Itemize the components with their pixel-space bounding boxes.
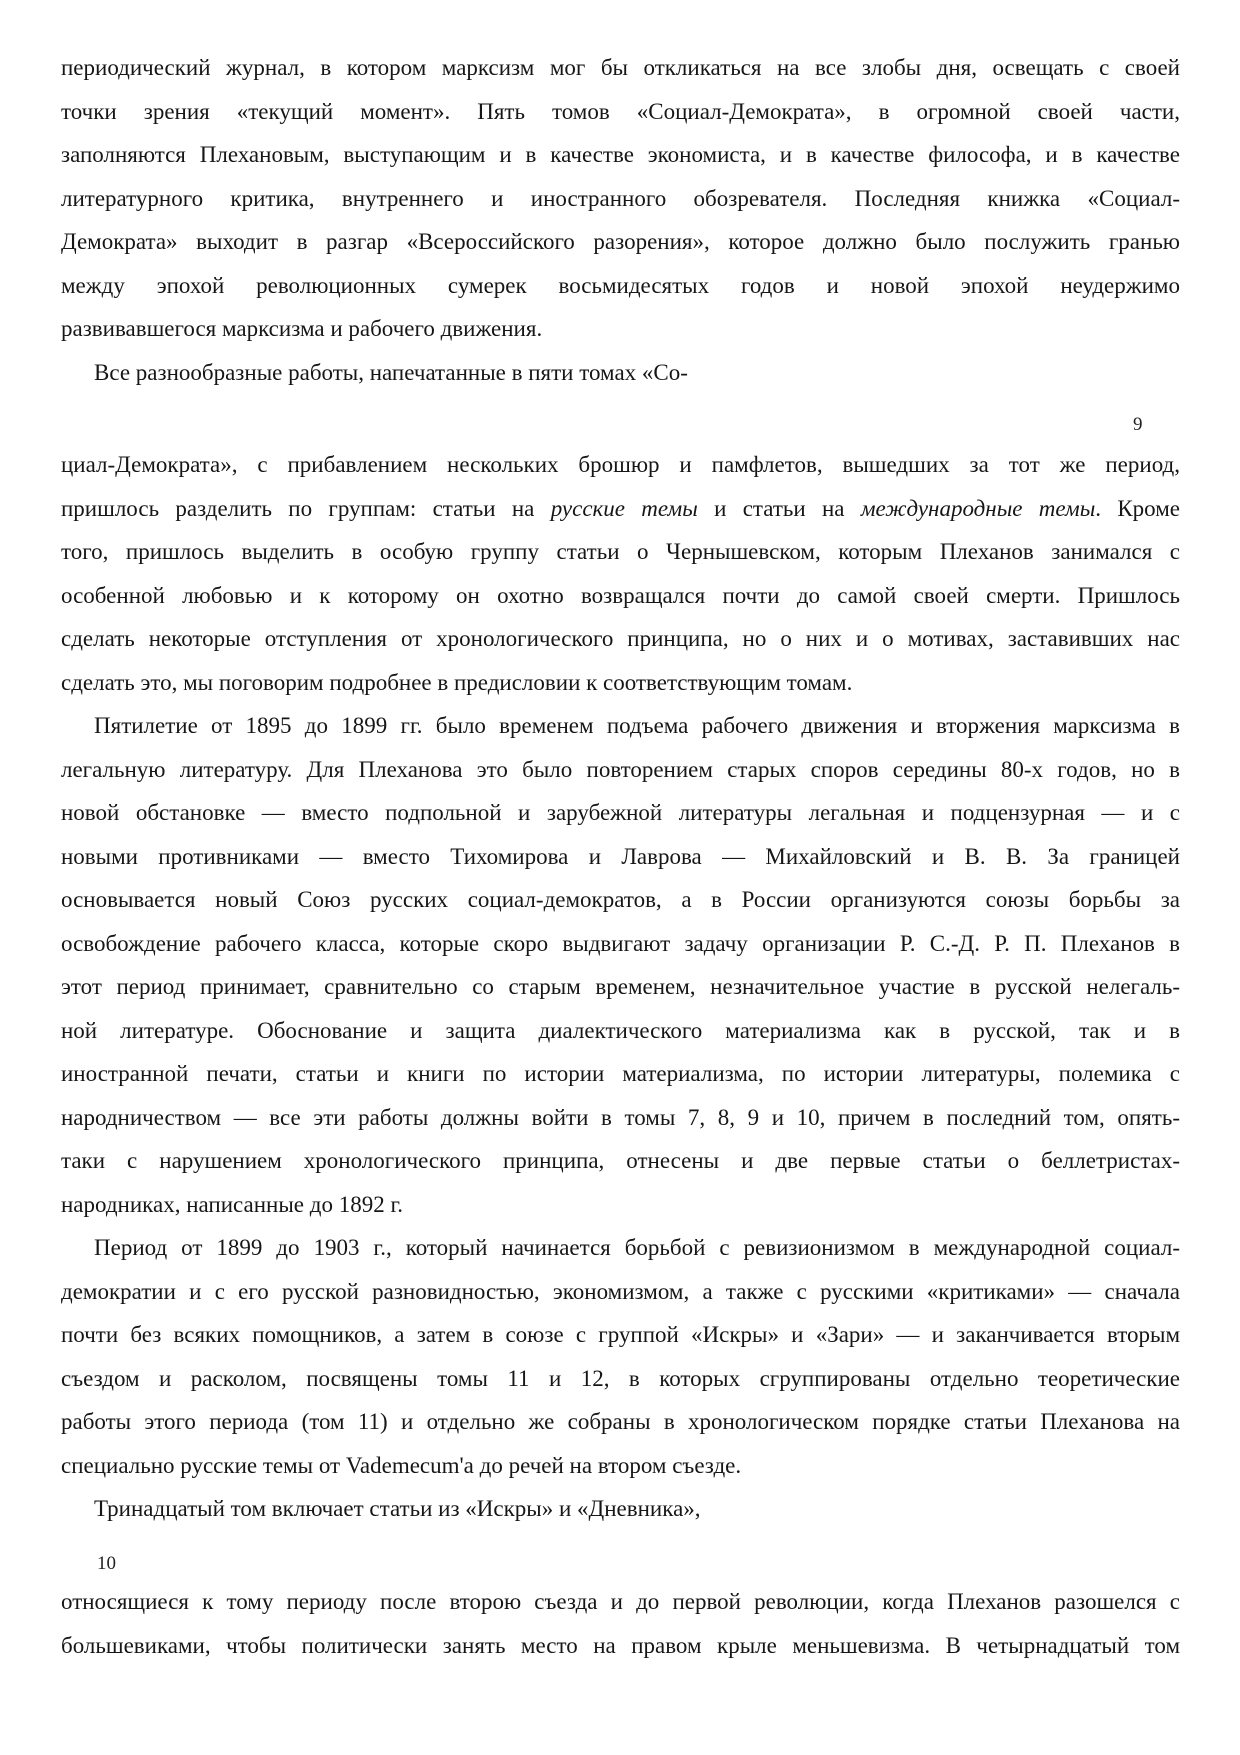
text-line: этот период принимает, сравнительно со старым временем, незначительное участие в русской нелегаль- bbox=[61, 974, 1180, 999]
text-line: развивавшегося марксизма и рабочего движения. bbox=[61, 316, 543, 341]
text-line: точки зрения «текущий момент». Пять томов «Социал-Демократа», в огромной своей части, bbox=[61, 98, 1180, 124]
text-line: новой обстановке — вместо подпольной и зарубежной литературы легальная и подцензурная — и с bbox=[61, 800, 1180, 825]
text-line: новыми противниками — вместо Тихомирова и Лаврова — Михайловский и В. В. За границей bbox=[61, 843, 1180, 869]
text-line: сделать это, мы поговорим подробнее в предисловии к соответствующим томам. bbox=[61, 669, 853, 695]
text-line: особенной любовью и к которому он охотно возвращался почти до самой своей смерти. Пришлось bbox=[61, 582, 1180, 608]
text-line: периодический журнал, в котором марксизм мог бы откликаться на все злобы дня, освещать с своей bbox=[61, 55, 1180, 80]
paragraph-start-line: Пятилетие от 1895 до 1899 гг. было временем подъема рабочего движения и вторжения марксизма в bbox=[94, 713, 1180, 738]
italic-term: международные темы bbox=[860, 495, 1096, 521]
text-line: народниках, написанные до 1892 г. bbox=[61, 1191, 404, 1217]
text-block-bottom bbox=[61, 1580, 1180, 1667]
italic-term: русские темы bbox=[550, 495, 698, 521]
page-number: 9 bbox=[1133, 414, 1143, 435]
text-line: литературного критика, внутреннего и иностранного обозревателя. Последняя книжка «Социал- bbox=[61, 185, 1180, 211]
text-line: циал-Демократа», с прибавлением нескольких брошюр и памфлетов, вышедших за тот же период, bbox=[61, 452, 1180, 477]
text-line: иностранной печати, статьи и книги по истории материализма, по истории литературы, полемика с bbox=[61, 1061, 1180, 1086]
text-run: . Кроме bbox=[1095, 495, 1181, 521]
text-line: сделать некоторые отступления от хронологического принципа, но о них и о мотивах, заставивших нас bbox=[61, 626, 1180, 651]
text-line: того, пришлось выделить в особую группу статьи о Чернышевском, которым Плеханов занимался с bbox=[61, 539, 1180, 564]
page-number: 10 bbox=[97, 1553, 116, 1574]
text-block-middle bbox=[61, 443, 1180, 1531]
text-run: пришлось разделить по группам: статьи на bbox=[61, 495, 551, 521]
text-line: народничеством — все эти работы должны войти в томы 7, 8, 9 и 10, причем в последний том, опять- bbox=[61, 1104, 1180, 1130]
text-line-with-italics bbox=[61, 487, 1180, 531]
text-run: и статьи на bbox=[697, 495, 861, 521]
text-line: освобождение рабочего класса, которые скоро выдвигают задачу организации Р. С.-Д. Р. П. Плеханов в bbox=[61, 930, 1180, 956]
text-line: относящиеся к тому периоду после второю съезда и до первой революции, когда Плеханов разошелся с bbox=[61, 1589, 1180, 1614]
text-line: работы этого периода (том 11) и отдельно же собраны в хронологическом порядке статьи Плеханова на bbox=[61, 1409, 1180, 1434]
text-line: Демократа» выходит в разгар «Всероссийского разорения», которое должно было послужить гранью bbox=[61, 229, 1180, 254]
paragraph-start-line: Тринадцатый том включает статьи из «Искры» и «Дневника», bbox=[94, 1496, 701, 1521]
text-line: легальную литературу. Для Плеханова это было повторением старых споров середины 80-х годов, но в bbox=[61, 756, 1180, 782]
paragraph-start-line: Период от 1899 до 1903 г., который начинается борьбой с ревизионизмом в международной социал- bbox=[94, 1235, 1180, 1260]
text-line: таки с нарушением хронологического принципа, отнесены и две первые статьи о беллетристах- bbox=[61, 1148, 1180, 1173]
text-block-top bbox=[61, 46, 1180, 394]
text-line: специально русские темы от Vademecum'a до речей на втором съезде. bbox=[61, 1452, 742, 1478]
text-line: большевиками, чтобы политически занять место на правом крыле меньшевизма. В четырнадцатый том bbox=[61, 1632, 1180, 1658]
text-line: между эпохой революционных сумерек восьмидесятых годов и новой эпохой неудержимо bbox=[61, 272, 1180, 298]
text-line: съездом и расколом, посвящены томы 11 и 12, в которых сгруппированы отдельно теоретические bbox=[61, 1365, 1180, 1391]
text-line: почти без всяких помощников, а затем в союзе с группой «Искры» и «Зари» — и заканчивается вторым bbox=[61, 1322, 1180, 1347]
paragraph-start-line: Все разнообразные работы, напечатанные в пяти томах «Со- bbox=[94, 359, 688, 385]
text-line: демократии и с его русской разновидностью, экономизмом, а также с русскими «критиками» — сначала bbox=[61, 1278, 1180, 1304]
text-line: ной литературе. Обоснование и защита диалектического материализма как в русской, так и в bbox=[61, 1017, 1180, 1043]
text-line: основывается новый Союз русских социал-демократов, а в России организуются союзы борьбы за bbox=[61, 887, 1180, 912]
text-line: заполняются Плехановым, выступающим и в качестве экономиста, и в качестве философа, и в качестве bbox=[61, 142, 1180, 167]
